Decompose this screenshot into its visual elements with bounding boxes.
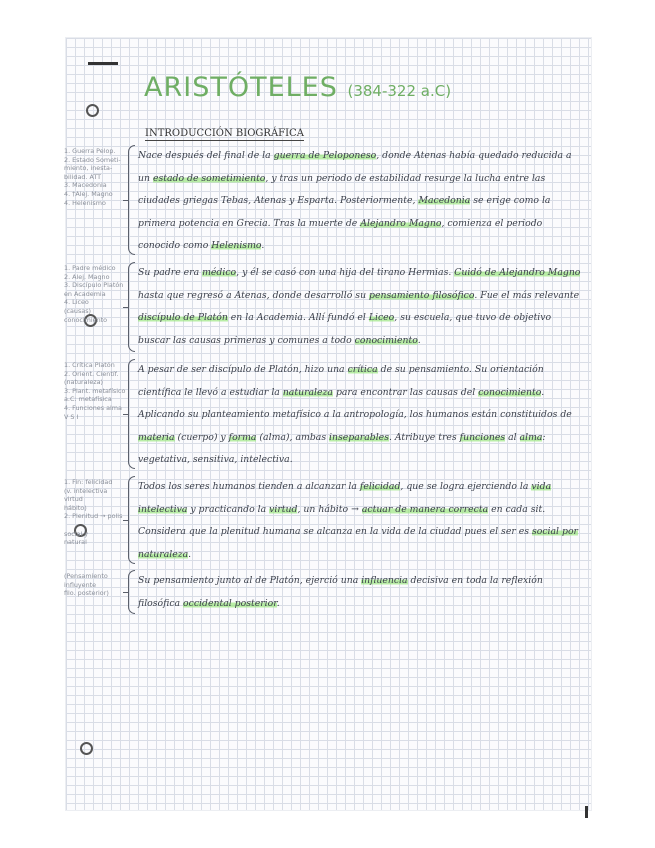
margin-note: (causas) [64,306,92,315]
text-run: (alma), ambas [256,431,330,443]
highlighted-text: occidental posterior [183,597,277,609]
margin-note: 4. Liceo [64,298,89,307]
text-run: decisiva en toda la reflexión filosófica [138,575,543,609]
highlighted-text: Alejandro Magno [360,217,442,229]
margin-note: 3. Discípulo Platón [64,281,124,290]
highlighted-text: naturaleza [282,386,333,398]
highlighted-text: Macedonia [418,195,471,206]
margin-note: a.C: metafísica [64,395,112,404]
paragraph [138,145,584,258]
margin-notes [64,147,126,207]
text-run: para encontrar las causas del [332,386,479,398]
margin-note: filo. posterior) [64,589,109,598]
highlighted-text: influencia [361,575,408,586]
margin-note: (naturaleza) [64,378,104,387]
margin-note: social y [64,529,89,538]
margin-note: 4. †Alej. Magno [64,189,113,198]
highlighted-text: guerra de Peloponeso [273,150,377,161]
margin-note: 2. Orient. Científ. [64,369,119,378]
corner-mark [88,62,118,65]
text-run: , donde Atenas había quedado reducida a un [138,150,572,184]
highlighted-text: virtud [269,503,298,515]
section-subtitle: INTRODUCCIÓN BIOGRÁFICA [145,128,304,139]
highlighted-text: materia [138,431,175,443]
margin-note: 1. Padre médico [64,264,116,272]
margin-note: (v. intelectiva [64,486,108,495]
margin-notes [64,572,126,598]
title-name: ARISTÓTELES [144,72,338,103]
highlighted-text: estado de sometimiento [152,172,266,184]
highlighted-text: conocimiento [478,386,542,398]
text-run: , comienza el periodo conocido como [138,217,543,251]
highlighted-text: médico [202,267,237,278]
margin-note: V S I [64,412,79,421]
margin-note: influyente [64,580,97,589]
paragraph [138,476,584,566]
paragraph [138,359,584,472]
text-run: y practicando la [187,503,270,515]
highlighted-text: funciones [459,431,506,443]
note-block-4 [64,476,584,564]
text-run: Su padre era [138,267,203,278]
margin-note [64,521,126,530]
highlighted-text: actuar de manera correcta [361,503,489,515]
text-run: en cada sit. Considera que la plenitud humana se alcanza en la vida de la ciudad pues el ser es [138,503,546,537]
margin-note: (Pensamiento [64,572,108,580]
highlighted-text: felicidad [359,481,401,492]
text-run: de su pensamiento. Su orientación científica le llevó a estudiar la [138,364,544,398]
text-run: , y él se casó con una hija del tirano Hermias. [236,267,455,278]
margin-notes [64,264,126,324]
text-run: en la Academia. Allí fundó el [227,312,369,323]
text-run: Su pensamiento junto al de Platón, ejerció una [138,575,362,586]
highlighted-text: pensamiento filosófico [369,289,475,301]
page-title [144,72,451,103]
text-run: . Atribuye tres [388,431,460,443]
text-run: , que se logra ejerciendo la [400,481,532,492]
text-run: . [261,240,265,251]
highlighted-text: forma [228,431,257,443]
brace-4 [128,476,135,564]
highlighted-text: Cuidó de Alejandro Magno [454,267,581,278]
margin-note: natural [64,538,87,547]
margin-note: 4. Helenismo [64,198,106,207]
highlighted-text: social por naturaleza [138,526,578,560]
margin-note: 2. Alej. Magno [64,272,110,281]
brace-2 [128,262,135,352]
text-run: , y tras un periodo de estabilidad resurge la lucha entre las ciudades griegas Tebas, Atenas y Esparta. Posteriormente, [138,172,546,206]
text-run: . [276,597,280,609]
margin-note: 1. Fin: felicidad [64,478,113,486]
margin-note: 2. Plenitud → polis [64,512,123,521]
margin-note: 3. Plant. metafísico [64,386,126,395]
text-run: . Fue el más relevante [474,289,580,301]
binder-hole-top [86,104,99,117]
margin-note: 2. Estado Someti- [64,155,121,164]
margin-note: en Academia [64,289,106,298]
note-block-3 [64,359,584,469]
highlighted-text: Liceo [368,312,395,323]
text-run: al [505,431,520,443]
highlighted-text: conocimiento [354,334,418,346]
text-run: hasta que regresó a Atenas, donde desarrolló su [138,289,370,301]
text-run: A pesar de ser discípulo de Platón, hizo una [138,364,348,375]
highlighted-text: inseparables [329,431,389,443]
text-run: se erige como la primera potencia en Grecia. Tras la muerte de [138,195,551,229]
corner-mark-bottom [585,806,588,818]
margin-note: miento, inesta- [64,164,113,173]
brace-5 [128,570,135,614]
text-run: (cuerpo) y [174,431,229,443]
text-run: : vegetativa, sensitiva, intelectiva. [138,431,546,465]
text-run: . [188,548,192,560]
note-block-5 [64,570,584,614]
paragraph [138,262,584,352]
margin-note: 1. Guerra Pelop. [64,147,116,155]
text-run: . [417,334,421,346]
brace-3 [128,359,135,469]
text-run: Nace después del final de la [138,150,274,161]
highlighted-text: alma [519,431,543,443]
note-block-1 [64,145,584,255]
highlighted-text: discípulo de Platón [138,312,228,323]
margin-note: 3. Macedonia [64,181,107,190]
margin-note: bilidad. ATT [64,172,102,181]
margin-note: 1. Crítica Platón [64,361,115,369]
title-years: (384-322 a.C) [347,82,452,100]
margin-note: virtud [64,495,83,504]
highlighted-text: Helenismo [211,240,262,251]
highlighted-text: crítica [347,364,378,375]
text-run: , su escuela, que tuvo de objetivo buscar las causas primeras y comunes a todo [138,312,552,346]
paragraph [138,570,584,615]
margin-note: hábito) [64,503,87,512]
margin-note: conocimiento [64,315,108,324]
binder-hole-bottom [80,742,93,755]
margin-notes [64,361,126,421]
text-run: Todos los seres humanos tienden a alcanzar la [138,481,360,492]
text-run: , un hábito → [297,503,362,515]
highlighted-text: vida intelectiva [138,481,552,515]
text-run: . Aplicando su planteamiento metafísico a la antropología, los humanos están constituidos de [138,386,572,420]
note-block-2 [64,262,584,352]
margin-notes [64,478,126,547]
margin-note: 4. Funciones alma [64,403,122,412]
brace-1 [128,145,135,255]
